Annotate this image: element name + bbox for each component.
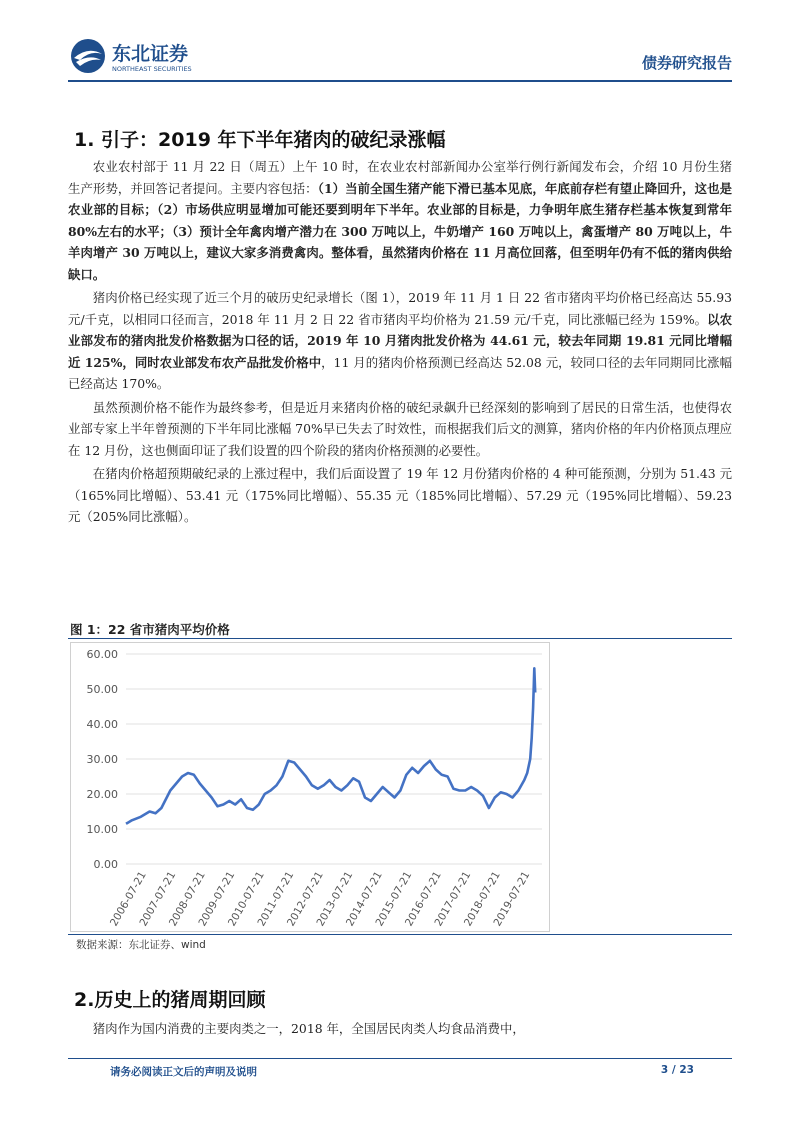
p2-normal: 猪肉价格已经实现了近三个月的破历史纪录增长（图 1），2019 年 11 月 1 日 22 省市猪肉平均价格已经高达 55.93 元/千克，以相同口径而言，2018 年 11 月 2 日 22 省市猪肉平均价格为 21.59 元/千克，同比涨幅已经为 159%。 (68, 290, 732, 327)
x-tick-label: 2006-07-21 (107, 869, 149, 929)
x-tick-label: 2010-07-21 (225, 869, 267, 929)
section1-title: 1. 引子：2019 年下半年猪肉的破纪录涨幅 (74, 129, 446, 151)
footer-disclaimer: 请务必阅读正文后的声明及说明 (110, 1066, 257, 1078)
section2-title: 2.历史上的猪周期回顾 (74, 989, 266, 1011)
y-tick-label: 30.00 (86, 753, 118, 766)
x-tick-label: 2012-07-21 (284, 869, 326, 929)
y-tick-label: 40.00 (86, 718, 118, 731)
page-number: 3 / 23 (660, 1064, 694, 1076)
figure-source: 数据来源：东北证券、wind (76, 939, 206, 951)
y-tick-label: 0.00 (93, 858, 118, 871)
x-tick-label: 2015-07-21 (373, 869, 415, 929)
section2-paragraph-1: 猪肉作为国内消费的主要肉类之一，2018 年，全国居民肉类人均食品消费中， (92, 1021, 525, 1036)
x-tick-label: 2014-07-21 (343, 869, 385, 929)
x-tick-label: 2008-07-21 (166, 869, 208, 929)
x-tick-label: 2009-07-21 (196, 869, 238, 929)
figure-bottom-rule (68, 934, 732, 935)
paragraph-4: 在猪肉价格超预期破纪录的上涨过程中，我们后面设置了 19 年 12 月份猪肉价格的 4 种可能预测，分别为 51.43 元（165%同比增幅）、53.41 元（175%同比增幅）、55.35 元（185%同比增幅）、57.29 元（195%同比增幅）、59.23 元（205%同比涨幅）。 (68, 466, 732, 524)
figure-caption: 图 1：22 省市猪肉平均价格 (70, 622, 230, 637)
x-tick-label: 2018-07-21 (461, 869, 503, 929)
x-tick-label: 2016-07-21 (402, 869, 444, 929)
y-tick-label: 20.00 (86, 788, 118, 801)
report-type: 债券研究报告 (641, 54, 732, 72)
footer-divider (68, 1058, 732, 1059)
logo-circle-icon (71, 39, 105, 73)
x-tick-label: 2019-07-21 (491, 869, 533, 929)
p1-bold: （1）当前全国生猪产能下滑已基本见底，年底前存栏有望止降回升，这也是农业部的目标；（2）市场供应明显增加可能还要到明年下半年。农业部的目标是，力争明年底生猪存栏基本恢复到常年 80%左右的水平；（3）预计全年禽肉增产潜力在 300 万吨以上，牛奶增产 160 万吨以上，禽蛋增产 80 万吨以上，牛羊肉增产 30 万吨以上，建议大家多消费禽肉。整体看，虽然猪肉价格在 11 月高位回落，但至明年仍有不低的猪肉供给缺口。 (68, 180, 733, 282)
p2-tail: ，11 月的猪肉价格预测已经高达 52.08 元，较同口径的去年同期同比涨幅已经高达 170%。 (68, 354, 732, 391)
section2-body (68, 1018, 732, 1040)
x-tick-label: 2013-07-21 (314, 869, 356, 929)
company-logo (68, 36, 238, 76)
p2-bold: 以农业部发布的猪肉批发价格数据为口径的话，2019 年 10 月猪肉批发价格为 44.61 元，较去年同期 19.81 元同比增幅近 125%，同时农业部发布农产品批发价格中 (68, 311, 732, 370)
x-tick-label: 2017-07-21 (432, 869, 474, 929)
header-divider (68, 80, 732, 82)
p1-normal: 农业农村部于 11 月 22 日（周五）上午 10 时，在农业农村部新闻办公室举行例行新闻发布会，介绍 10 月份生猪生产形势，并回答记者提问。主要内容包括： (68, 159, 732, 196)
pork-price-chart (70, 642, 550, 932)
logo-text-cn: 东北证券 (112, 43, 189, 65)
x-tick-label: 2007-07-21 (137, 869, 179, 929)
logo-text-en: NORTHEAST SECURITIES (112, 65, 192, 73)
x-tick-label: 2011-07-21 (255, 869, 297, 929)
paragraph-2 (68, 287, 732, 395)
section1-body (68, 156, 732, 528)
paragraph-3: 虽然预测价格不能作为最终参考，但是近月来猪肉价格的破纪录飙升已经深刻的影响到了居民的日常生活，也使得农业部专家上半年曾预测的下半年同比涨幅 70%早已失去了时效性，而根据我们后文的测算，猪肉价格的年内价格顶点理应在 12 月份，这也侧面印证了我们设置的四个阶段的猪肉价格预测的必要性。 (68, 399, 732, 458)
y-tick-label: 50.00 (86, 683, 118, 696)
paragraph-1 (68, 156, 732, 285)
y-tick-label: 10.00 (86, 823, 118, 836)
figure-top-rule (68, 638, 732, 639)
y-tick-label: 60.00 (86, 648, 118, 661)
